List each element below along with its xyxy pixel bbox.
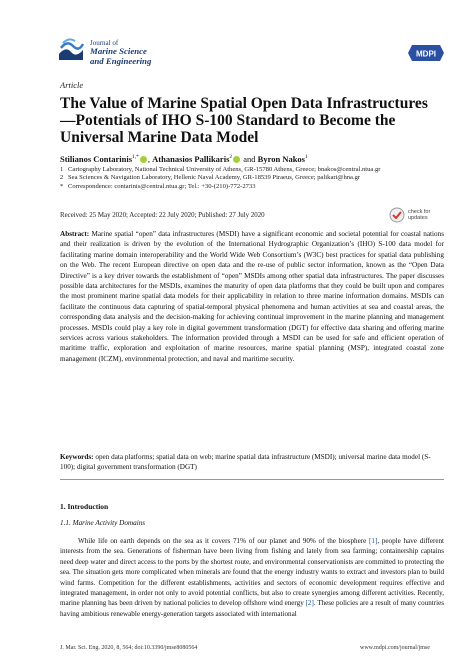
- footer-url[interactable]: www.mdpi.com/journal/jmse: [360, 645, 430, 651]
- affiliation-number: 2: [60, 174, 64, 182]
- abstract-text: Marine spatial “open” data infrastructures (MSDI) have a significant economic and societal potential for coastal nations and their realization is driven by the evolution of the International Hydrographic Organization’s (IHO) S-100 data model for facilitating marine domain interoperability and the World Wide Web Consortium’s (W3C) best practices for spatial data publishing on the Web. The recent European directive on open data and the re-use of public sector information, known as the “Open Data Directive” is a key driver towards the establishment of “open” MSDIs among other spatial data infrastructures. The paper discusses possible data architectures for the MSDIs, examines the maturity of open data platforms that they could be built upon and compares the most prominent marine spatial data models for their applicability in relation to three marine information domains. MSDIs can facilitate the continuous data capturing of spatial-temporal physical phenomena and human activities at sea and coastal areas, the corresponding data analysis and the decision-making for achieving continual improvement in the marine planning and management processes. MSDIs could play a key role in digital government transformation (DGT) for effective data sharing and offering marine services across various stakeholders. The information provided through a MSDI can be used for safe and efficient operation of maritime traffic, exploration and exploitation of marine resources, marine spatial planning (MSP), integrated coastal zone management (ICZM), environmental protection, and naval and maritime security.: [60, 230, 444, 363]
- abstract: [60, 229, 444, 364]
- journal-name-line2: and Engineering: [90, 55, 152, 66]
- subsection-heading: 1.1. Marine Activity Domains: [60, 519, 146, 527]
- check-for-updates-icon: [389, 207, 405, 223]
- check-for-updates-label: check for updates: [408, 209, 431, 221]
- check-for-updates-button[interactable]: [389, 205, 444, 225]
- citation-link[interactable]: [1]: [369, 537, 378, 545]
- affiliation: [60, 174, 460, 182]
- journal-name: [90, 47, 151, 66]
- orcid-icon[interactable]: [140, 156, 147, 163]
- affiliation-text: Correspondence: contarinis@central.ntua.gr; Tel.: +30-(210)-772-2733: [68, 182, 256, 190]
- body-paragraph: [60, 536, 444, 619]
- body-text: , people have different interests from the sea. Generations of fisherman have been living from fishing and lately from sea farming; containership captains need deep water and direct access to the ports by the shortest route, and environmental conservationists are committed to protecting the sea. The situation gets more complicated when minerals are found that the energy industry wants to extract and investors plan to build wind farms. Competition for the different establishments, activities and sectors of economic development requires effective and integrated management, in order not only to avoid potential conflicts, but also to create synergies among different activities. Recently, marine planning has been driven by national policies to develop offshore wind energy: [60, 537, 444, 608]
- citation-link[interactable]: [2]: [305, 599, 314, 608]
- body-text: While life on earth depends on the sea as it covers 71% of our planet and 90% of the biosphere: [78, 537, 370, 545]
- keywords: [60, 452, 444, 473]
- author-separator: ,: [147, 153, 153, 164]
- body-text: . These policies are a result of many countries having ambitious renewable energy-generation targets associated with international: [60, 599, 444, 618]
- mdpi-logo-text: MDPI: [416, 49, 436, 59]
- section-heading: 1. Introduction: [60, 502, 109, 511]
- article-type: Article: [60, 80, 84, 90]
- footer-citation: J. Mar. Sci. Eng. 2020, 8, 564; doi:10.3390/jmse8080564: [60, 645, 198, 651]
- author-2: Athanasios Pallikaris: [152, 153, 230, 164]
- author-3-affil: 1: [305, 154, 308, 160]
- journal-prefix: Journal of: [90, 39, 119, 47]
- paper-title: The Value of Marine Spatial Open Data Infrastructures—Potentials of IHO S-100 Standard to Become the Universal Marine Data Model: [60, 95, 428, 146]
- author-1: Stilianos Contarinis: [60, 153, 133, 164]
- author-2-affil: 2: [229, 154, 233, 160]
- correspondence: [60, 183, 460, 191]
- keywords-label: Keywords:: [60, 453, 94, 461]
- affiliations: [60, 166, 460, 191]
- journal-logo-icon: [57, 34, 85, 62]
- mdpi-logo-icon: [408, 45, 444, 61]
- author-3: Byron Nakos: [257, 153, 305, 164]
- affiliation: [60, 166, 460, 174]
- author-separator: and: [241, 153, 258, 164]
- orcid-icon[interactable]: [233, 156, 240, 163]
- publication-dates: Received: 25 May 2020; Accepted: 22 July 2020; Published: 27 July 2020: [60, 212, 265, 219]
- affiliation-text: Cartography Laboratory, National Technical University of Athens, GR-15780 Athens, Greece; bnakos@central.ntua.gr: [68, 166, 381, 173]
- affiliation-number: *: [60, 182, 64, 190]
- abstract-label: Abstract:: [60, 230, 90, 238]
- divider: [60, 479, 444, 480]
- keywords-text: open data platforms; spatial data on web; marine spatial data infrastructure (MSDI); universal marine data model (S-100); digital government transformation (DGT): [60, 453, 431, 472]
- affiliation-text: Sea Sciences & Navigation Laboratory, Hellenic Naval Academy, GR-18539 Piraeus, Greece; palikari@hna.gr: [68, 174, 361, 182]
- affiliation-number: 1: [60, 166, 64, 173]
- author-1-affil: 1,*: [132, 154, 139, 160]
- journal-name-line1: Marine Science: [90, 46, 147, 56]
- author-list: [60, 152, 308, 164]
